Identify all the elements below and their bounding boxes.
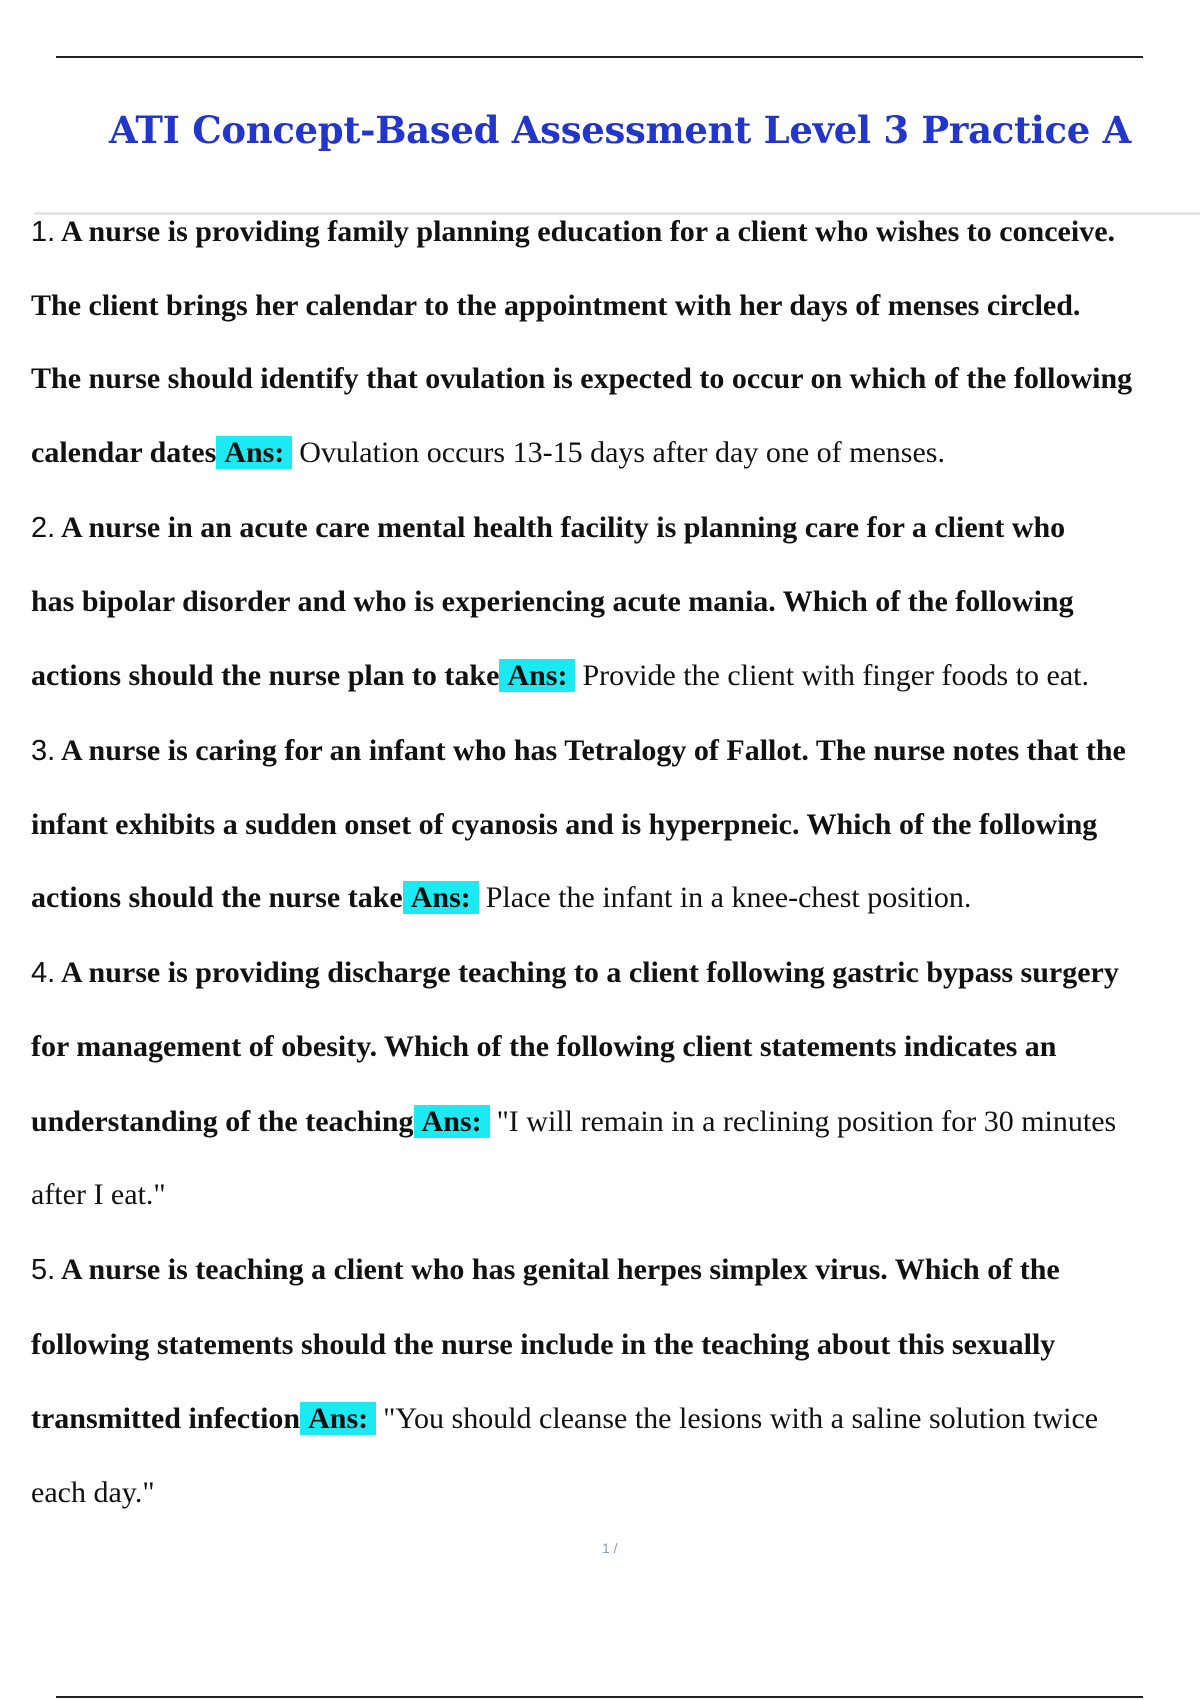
question-4-answer-continued: after I eat." bbox=[31, 1178, 166, 1211]
answer-highlight: Ans: bbox=[300, 1402, 376, 1435]
question-2-line-2: has bipolar disorder and who is experiencing acute mania. Which of the following bbox=[31, 585, 1074, 618]
question-5-line-2: following statements should the nurse include in the teaching about this sexually bbox=[31, 1328, 1056, 1361]
question-1-line-1: 1. A nurse is providing family planning education for a client who wishes to conceive. bbox=[31, 215, 1116, 248]
question-3-answer: Place the infant in a knee-chest position. bbox=[485, 881, 972, 914]
question-4-answer: "I will remain in a reclining position for 30 minutes bbox=[496, 1105, 1117, 1138]
question-1-answer: Ovulation occurs 13-15 days after day one of menses. bbox=[299, 436, 945, 469]
bottom-rule bbox=[56, 1696, 1143, 1698]
question-3-line-1: 3. A nurse is caring for an infant who has Tetralogy of Fallot. The nurse notes that the bbox=[31, 734, 1126, 767]
answer-highlight: Ans: bbox=[499, 659, 575, 692]
top-rule bbox=[56, 56, 1143, 58]
question-5-answer-continued: each day." bbox=[31, 1476, 155, 1509]
page-number: 1 / bbox=[602, 1540, 618, 1556]
question-2-line-3: actions should the nurse plan to take Ans: Provide the client with finger foods to eat. bbox=[31, 659, 1089, 692]
question-4-line-1: 4. A nurse is providing discharge teaching to a client following gastric bypass surgery bbox=[31, 956, 1119, 989]
question-4-line-2: for management of obesity. Which of the following client statements indicates an bbox=[31, 1030, 1057, 1063]
question-3-number: 3. bbox=[31, 735, 56, 767]
question-5-line-3: transmitted infection Ans: "You should cleanse the lesions with a saline solution twice bbox=[31, 1402, 1099, 1435]
answer-highlight: Ans: bbox=[403, 881, 479, 914]
question-1-number: 1. bbox=[31, 216, 56, 248]
question-1-line-2: The client brings her calendar to the appointment with her days of menses circled. bbox=[31, 289, 1081, 322]
answer-highlight: Ans: bbox=[414, 1105, 490, 1138]
question-5-line-1: 5. A nurse is teaching a client who has genital herpes simplex virus. Which of the bbox=[31, 1253, 1060, 1286]
question-5-number: 5. bbox=[31, 1254, 56, 1286]
answer-highlight: Ans: bbox=[216, 436, 292, 469]
document-title: ATI Concept-Based Assessment Level 3 Practice A bbox=[108, 108, 1131, 152]
question-3-line-2: infant exhibits a sudden onset of cyanosis and is hyperpneic. Which of the following bbox=[31, 808, 1098, 841]
question-4-line-3: understanding of the teaching Ans: "I will remain in a reclining position for 30 minutes bbox=[31, 1105, 1117, 1138]
question-1-line-3: The nurse should identify that ovulation is expected to occur on which of the following bbox=[31, 362, 1133, 395]
question-2-number: 2. bbox=[31, 512, 56, 544]
question-2-answer: Provide the client with finger foods to eat. bbox=[582, 659, 1089, 692]
question-4-number: 4. bbox=[31, 957, 56, 989]
question-5-answer: "You should cleanse the lesions with a saline solution twice bbox=[383, 1402, 1099, 1435]
question-3-line-3: actions should the nurse take Ans: Place the infant in a knee-chest position. bbox=[31, 881, 972, 914]
question-2-line-1: 2. A nurse in an acute care mental health facility is planning care for a client who bbox=[31, 511, 1066, 544]
question-1-line-4: calendar dates Ans: Ovulation occurs 13-15 days after day one of menses. bbox=[31, 436, 945, 469]
